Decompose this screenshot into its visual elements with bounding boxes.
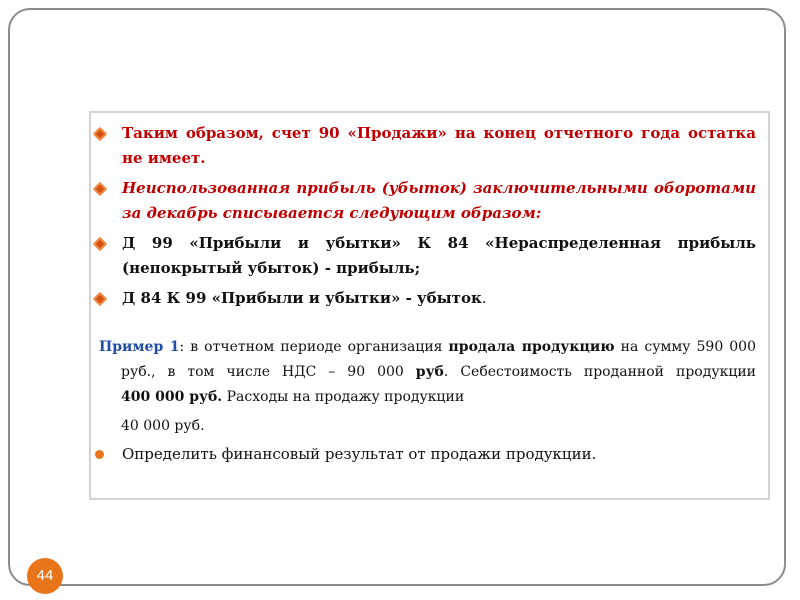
slide-frame	[8, 8, 786, 586]
example-line-2-text: руб., в том числе НДС – 90 000	[121, 364, 416, 380]
diamond-bullet-icon	[93, 127, 107, 141]
diamond-bullet-icon	[93, 237, 107, 251]
bullet-text-4-end: .	[481, 289, 487, 307]
diamond-bullet-icon	[93, 182, 107, 196]
task-text: Определить финансовый результат от продажи продукции.	[122, 445, 597, 463]
example-line-1	[99, 335, 756, 360]
bullet-text-2: Неиспользованная прибыль (убыток) заключительными оборотами за декабрь списывается следующим образом:	[122, 179, 756, 222]
bullet-text-4	[122, 286, 756, 311]
diamond-bullet-icon	[93, 292, 107, 306]
bullet-text-1: Таким образом, счет 90 «Продажи» на конец отчетного года остатка не имеет.	[122, 124, 756, 167]
bullet-text-4-main: Д 84 К 99 «Прибыли и убытки» - убыток	[122, 289, 482, 307]
example-text-1: : в отчетном периоде организация	[179, 339, 449, 355]
example-text-2: на сумму 590 000	[614, 339, 756, 355]
example-line-2-rest: . Себестоимость проданной продукции	[443, 364, 756, 380]
example-line-2-bold: руб	[415, 364, 444, 380]
circle-bullet-icon	[95, 450, 104, 459]
example-line-4: 40 000 руб.	[121, 418, 205, 434]
example-line-2	[99, 360, 756, 385]
example-line-3-bold: 400 000 руб.	[121, 389, 223, 405]
example-block	[99, 335, 756, 439]
example-label: Пример 1	[99, 339, 180, 355]
example-line-3-rest: Расходы на продажу продукции	[222, 389, 465, 405]
content-box	[89, 111, 770, 500]
example-text-bold: продала продукцию	[448, 339, 615, 355]
page-number-badge: 44	[27, 558, 63, 594]
example-line-3	[99, 385, 756, 410]
bullet-text-3: Д 99 «Прибыли и убытки» К 84 «Нераспределенная прибыль (непокрытый убыток) - прибыль;	[122, 234, 756, 277]
